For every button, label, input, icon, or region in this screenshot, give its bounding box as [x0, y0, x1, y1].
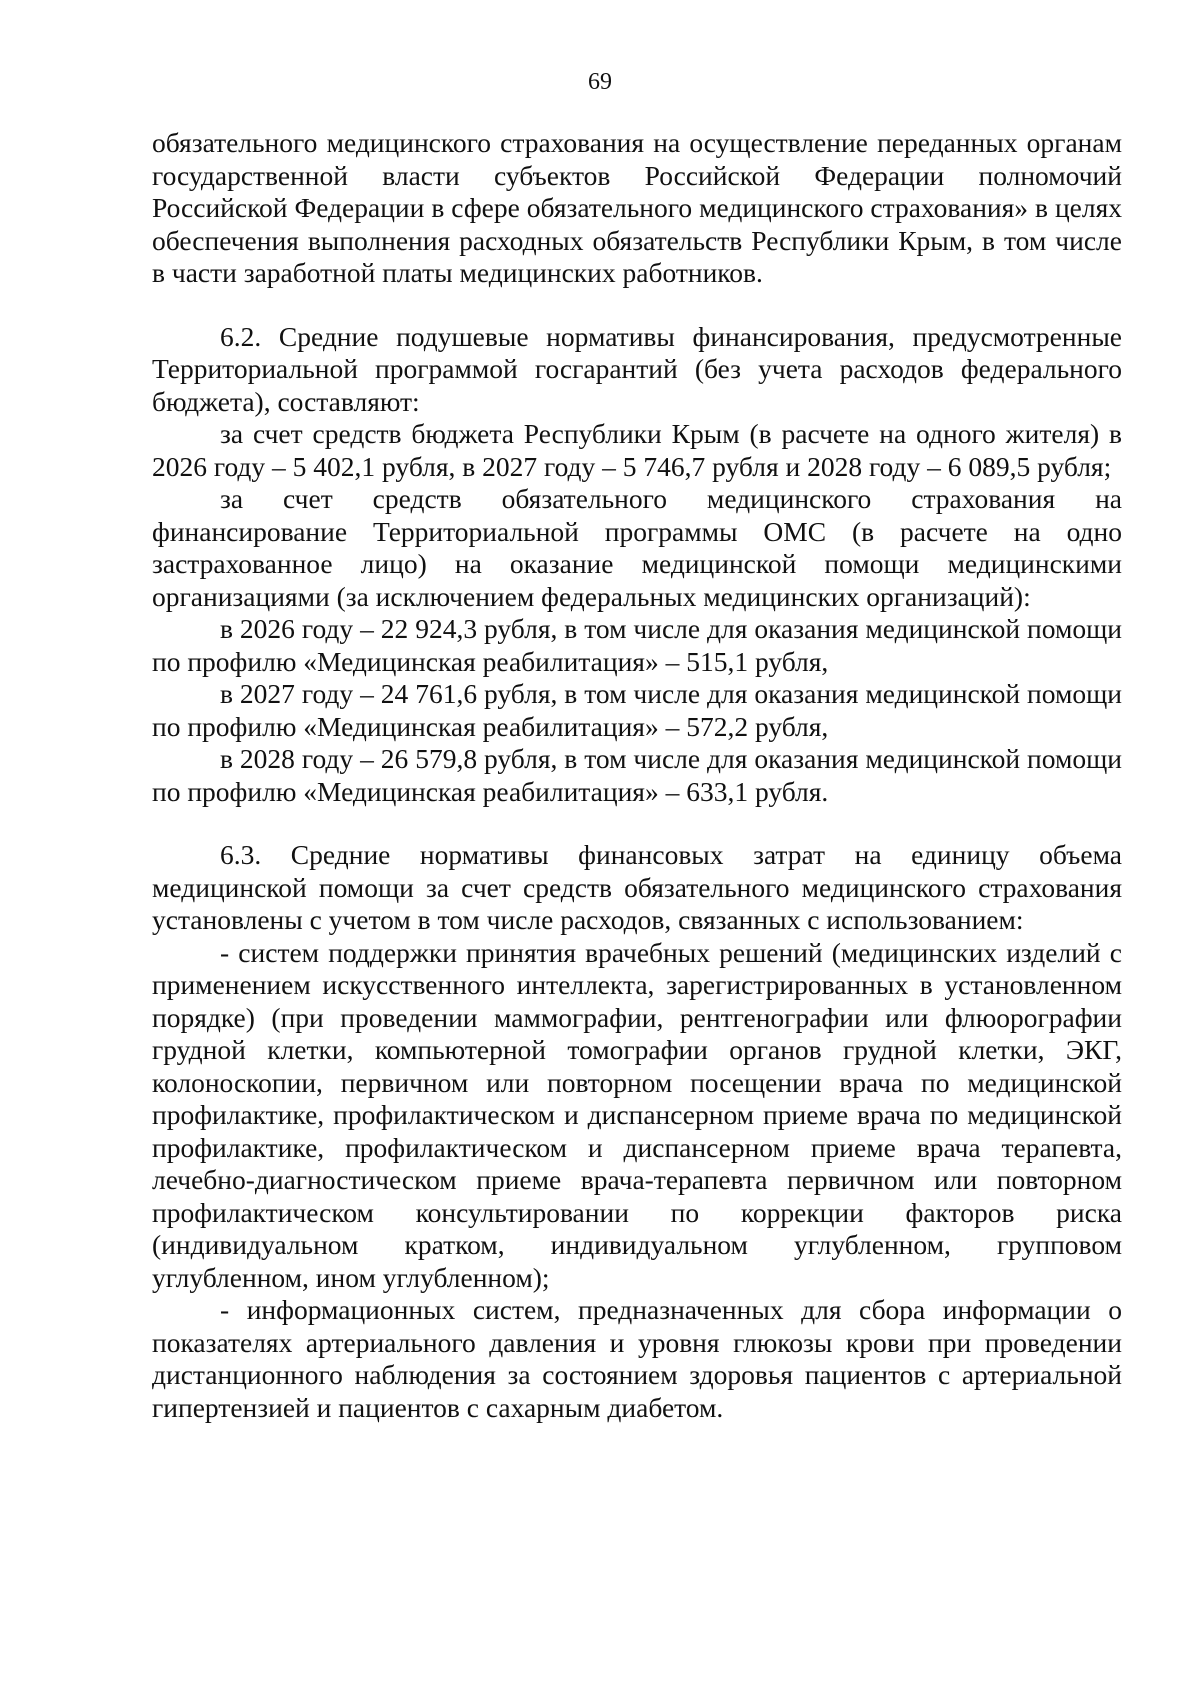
paragraph-information-systems: - информационных систем, предназначенных для сбора информации о показателях артериального давления и уровня глюкозы крови при проведении дистанционного наблюдения за состоянием здоровья пациентов с артериальной гипертензией и пациентов с сахарным диабетом. [152, 1294, 1122, 1423]
page-number: 69 [588, 69, 612, 95]
paragraph-6-3: 6.3. Средние нормативы финансовых затрат на единицу объема медицинской помощи за счет средств обязательного медицинского страхования установлены с учетом в том числе расходов, связанных с использованием: [152, 839, 1122, 935]
paragraph-continuation: обязательного медицинского страхования на осуществление переданных органам государственной власти субъектов Российской Федерации полномочий Российской Федерации в сфере обязательного медицинского страхования» в целях обеспечения выполнения расходных обязательств Республики Крым, в том числе в части заработной платы медицинских работников. [152, 127, 1122, 288]
paragraph-year-2027: в 2027 году – 24 761,6 рубля, в том числе для оказания медицинской помощи по профилю «Медицинская реабилитация» – 572,2 рубля, [152, 678, 1122, 742]
paragraph-oms-funding: за счет средств обязательного медицинского страхования на финансирование Территориальной программы ОМС (в расчете на одно застрахованное лицо) на оказание медицинской помощи медицинскими организациями (за исключением федеральных медицинских организаций): [152, 483, 1122, 612]
paragraph-6-2: 6.2. Средние подушевые нормативы финансирования, предусмотренные Территориальной программой госгарантий (без учета расходов федерального бюджета), составляют: [152, 320, 1122, 417]
paragraph-year-2028: в 2028 году – 26 579,8 рубля, в том числе для оказания медицинской помощи по профилю «Медицинская реабилитация» – 633,1 рубля. [152, 743, 1122, 807]
paragraph-regional-budget: за счет средств бюджета Республики Крым (в расчете на одного жителя) в 2026 году – 5 402,1 рубля, в 2027 году – 5 746,7 рубля и 2028 году – 6 089,5 рубля; [152, 418, 1122, 482]
document-body [152, 127, 1122, 1424]
paragraph-year-2026: в 2026 году – 22 924,3 рубля, в том числе для оказания медицинской помощи по профилю «Медицинская реабилитация» – 515,1 рубля, [152, 613, 1122, 677]
paragraph-decision-support-systems: - систем поддержки принятия врачебных решений (медицинских изделий с применением искусственного интеллекта, зарегистрированных в установленном порядке) (при проведении маммографии, рентгенографии или флюорографии грудной клетки, компьютерной томографии органов грудной клетки, ЭКГ, колоноскопии, первичном или повторном посещении врача по медицинской профилактике, профилактическом и диспансерном приеме врача по медицинской профилактике, профилактическом и диспансерном приеме врача терапевта, лечебно-диагностическом приеме врача-терапевта первичном или повторном профилактическом консультировании по коррекции факторов риска (индивидуальном кратком, индивидуальном углубленном, групповом углубленном, ином углубленном); [152, 936, 1122, 1293]
